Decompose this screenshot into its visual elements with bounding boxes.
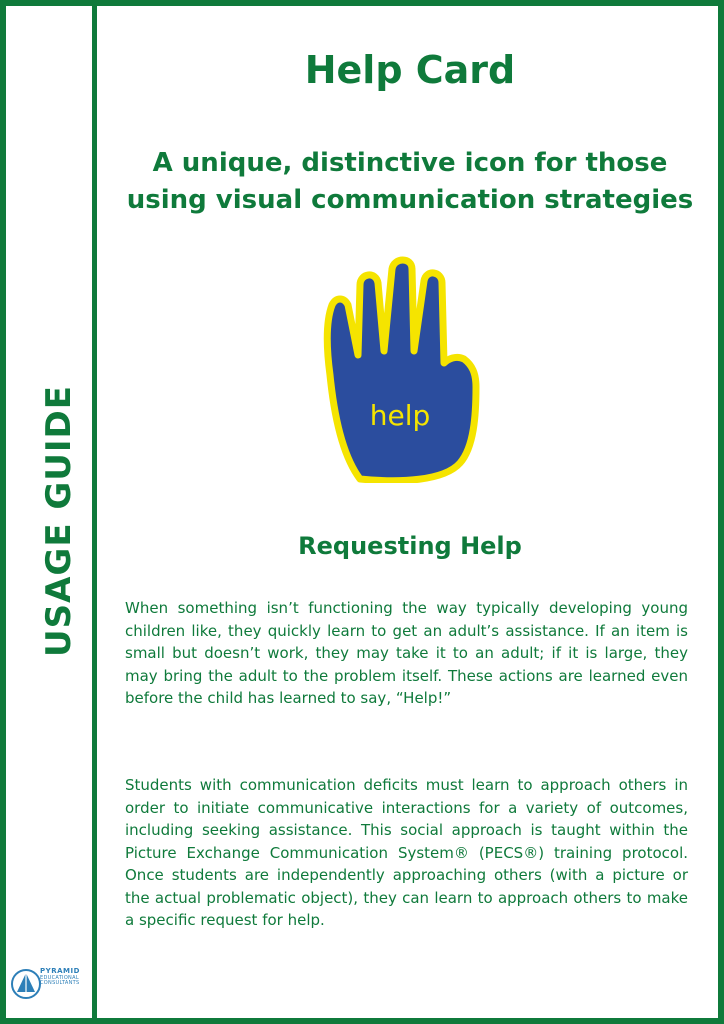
logo-text [40,968,80,987]
main-content [102,6,718,1018]
help-hand-icon [320,255,486,483]
help-icon-label: help [369,399,431,432]
logo-line-3: CONSULTANTS [40,980,80,987]
page-subtitle [102,145,718,219]
logo-line-2: EDUCATIONAL [40,974,79,981]
paragraph-1: When something isn’t functioning the way typically developing young children like, they quickly learn to get an adult’s assistance. If an item is small but doesn’t work, they may take it to an adult; if it is large, they may bring the adult to the problem itself. These actions are learned even before the child has learned to say, “Help!” [125,599,688,707]
subtitle-line-1: A unique, distinctive icon for those [152,148,668,178]
logo-line-1: PYRAMID [40,967,80,975]
subtitle-line-2: using visual communication strategies [126,185,694,215]
section-title: Requesting Help [298,532,522,560]
sidebar [6,6,97,1018]
page-title: Help Card [304,48,516,92]
usage-guide-label: USAGE GUIDE [39,385,79,657]
paragraph-2: Students with communication deficits must learn to approach others in order to initiate communicative interactions for a variety of outcomes, including seeking assistance. This social approach is taught within the Picture Exchange Communication System® (PECS®) training protocol. Once students are independently approaching others (with a picture or the actual problematic object), they can learn to approach others to make a specific request for help. [125,776,688,929]
